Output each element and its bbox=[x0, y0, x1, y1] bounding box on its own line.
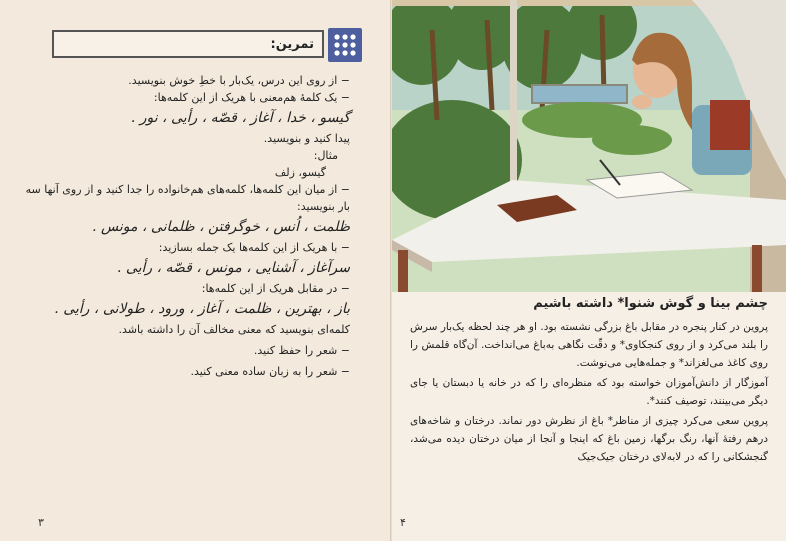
exercise-line: گیسو، زلف bbox=[274, 166, 326, 179]
lesson-paragraph: پروین در کنار پنجره در مقابل باغ بزرگی نشسته بود. او هر چند لحظه یک‌بار سرش را بلند می‌کرد و از روی کنجکاوی* و دقّت نگاهی به‌باغ می‌انداخت. آن‌گاه قلمش را روی کاغذ می‌لغزاند* و جمله‌هایی می‌نوشت. bbox=[410, 321, 768, 369]
page-number-left: ۳ bbox=[38, 516, 44, 529]
exercise-line: − یک کلمهٔ هم‌معنی با هریک از این کلمه‌ها: bbox=[153, 91, 350, 104]
exercise-line: − با هریک از این کلمه‌ها یک جمله بسازید: bbox=[158, 241, 350, 254]
lesson-paragraph: پروین سعی می‌کرد چیزی از مناظر* باغ از نظرش دور نماند. درختان و شاخه‌های درهم رفتهٔ آنها، رنگ برگها، زمین باغ که اینجا و آنجا از میان درختان دیده می‌شد، گنجشکانی را که در لابه‌لای درختان جیک‌جیک bbox=[410, 415, 768, 463]
exercise-line: بار بنویسید: bbox=[297, 200, 350, 213]
page-number-right: ۴ bbox=[400, 516, 406, 529]
exercise-header bbox=[52, 30, 324, 58]
word-list: ظلمت ، اُنس ، خوگرفتن ، ظلمانی ، مونس . bbox=[92, 219, 350, 235]
exercise-title: تمرین: bbox=[270, 37, 314, 52]
word-list: سرآغاز ، آشنایی ، مونس ، قصّه ، رأیی . bbox=[117, 260, 350, 276]
exercise-list bbox=[25, 72, 350, 380]
exercise-line: مثال: bbox=[313, 149, 338, 162]
grid-icon bbox=[328, 28, 362, 62]
exercise-line: کلمه‌ای بنویسید که معنی مخالف آن را داشته باشد. bbox=[118, 323, 350, 336]
exercise-line: − از میان این کلمه‌ها، کلمه‌های هم‌خانواده را جدا کنید و از روی آنها سه bbox=[25, 183, 350, 196]
word-list: گیسو ، خدا ، آغاز ، قصّه ، رأیی ، نور . bbox=[130, 110, 350, 126]
girl-writing-illustration bbox=[392, 0, 786, 292]
lesson-paragraph: آموزگار از دانش‌آموزان خواسته بود که منظره‌ای را که در خانه یا دبستان یا جای دیگر می‌بینند، توصیف کنند*. bbox=[410, 377, 768, 407]
exercise-line: − در مقابل هریک از این کلمه‌ها: bbox=[201, 282, 350, 295]
right-page bbox=[392, 0, 786, 541]
left-page bbox=[0, 0, 391, 541]
exercise-line: − از روی این درس، یک‌بار با خطِ خوش بنویسید. bbox=[128, 74, 350, 87]
exercise-line: − شعر را حفظ کنید. bbox=[253, 344, 350, 357]
exercise-line: پیدا کنید و بنویسید. bbox=[263, 132, 350, 145]
lesson-text bbox=[410, 294, 768, 468]
exercise-line: − شعر را به زبان ساده معنی کنید. bbox=[190, 365, 350, 378]
lesson-title: چشم بینا و گوش شنوا* داشته باشیم bbox=[533, 296, 768, 311]
word-list: باز ، بهترین ، ظلمت ، آغاز ، ورود ، طولانی ، رأیی . bbox=[54, 301, 350, 317]
